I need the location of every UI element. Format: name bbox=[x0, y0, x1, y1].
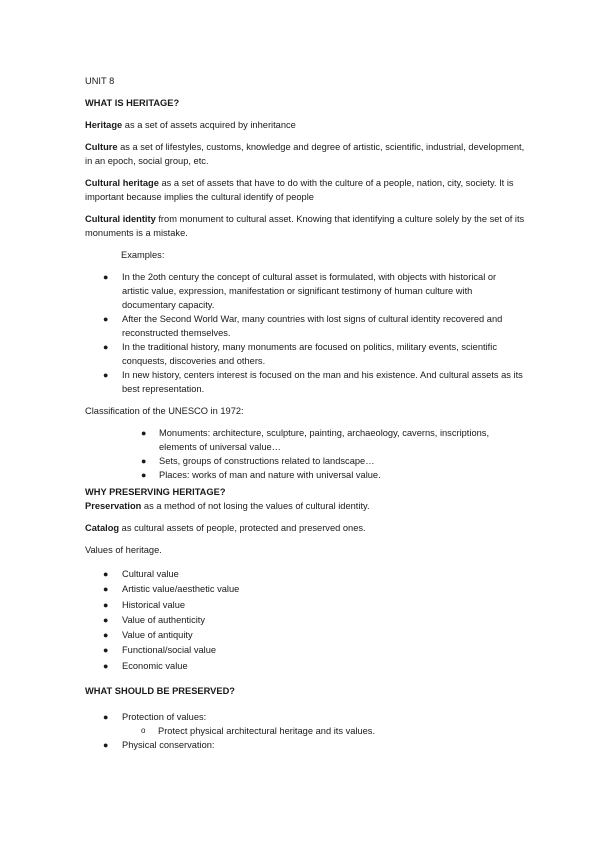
definition-catalog-text: as cultural assets of people, protected and preserved ones. bbox=[119, 523, 366, 533]
definition-preservation bbox=[85, 499, 525, 513]
bullet-icon: ● bbox=[103, 370, 109, 380]
definition-cultural-identity bbox=[85, 212, 525, 240]
list-item: ● Sets, groups of constructions related to landscape… bbox=[141, 456, 375, 466]
list-item: ● Physical conservation: bbox=[103, 740, 215, 751]
definition-cultural-heritage-text: as a set of assets that have to do with the culture of a people, nation, city, society. It is important because implies the cultural identify of people bbox=[85, 178, 514, 202]
bullet-icon: ● bbox=[103, 272, 109, 282]
sub-list-item: o Protect physical architectural heritage and its values. bbox=[141, 726, 376, 737]
bullet-icon: ● bbox=[103, 740, 109, 751]
list-item: ● Places: works of man and nature with universal value. bbox=[141, 470, 381, 480]
term-cultural-identity: Cultural identity bbox=[85, 214, 156, 224]
definition-cultural-identity-text: from monument to cultural asset. Knowing that identifying a culture solely by the set of its monuments is a mistake. bbox=[85, 214, 525, 238]
bullet-icon: ● bbox=[103, 599, 109, 610]
bullet-icon: ● bbox=[103, 645, 109, 656]
document-page bbox=[85, 74, 525, 752]
definition-culture bbox=[85, 140, 525, 168]
bullet-icon: ● bbox=[141, 428, 147, 438]
term-cultural-heritage: Cultural heritage bbox=[85, 178, 159, 188]
definition-heritage-text: as a set of assets acquired by inheritance bbox=[122, 120, 296, 130]
list-item: ● Artistic value/aesthetic value bbox=[103, 584, 240, 595]
list-item: ● In the 2oth century the concept of cultural asset is formulated, with objects with historical or artistic value, expression, manifestation or significant testimony of human culture with documentary capacity. bbox=[103, 272, 497, 310]
circle-bullet-icon: o bbox=[141, 726, 146, 736]
bullet-icon: ● bbox=[103, 712, 109, 723]
bullet-icon: ● bbox=[103, 314, 109, 324]
list-item: ● Value of antiquity bbox=[103, 630, 193, 641]
list-item: ● In new history, centers interest is focused on the man and his existence. And cultural assets as its best representation. bbox=[103, 370, 523, 394]
bullet-icon: ● bbox=[103, 342, 109, 352]
examples-list bbox=[85, 270, 525, 396]
definition-cultural-heritage bbox=[85, 176, 525, 204]
definition-preservation-text: as a method of not losing the values of cultural identity. bbox=[141, 501, 370, 511]
list-item: ● Historical value bbox=[103, 599, 186, 610]
values-list bbox=[85, 567, 525, 674]
list-item: ● Value of authenticity bbox=[103, 614, 206, 625]
list-item: ● After the Second World War, many countries with lost signs of cultural identity recovered and reconstructed themselves. bbox=[103, 314, 503, 338]
definition-culture-text: as a set of lifestyles, customs, knowledge and degree of artistic, scientific, industrial, development, in an epoch, social group, etc. bbox=[85, 142, 525, 166]
term-preservation: Preservation bbox=[85, 501, 142, 511]
list-item: ● Monuments: architecture, sculpture, painting, archaeology, caverns, inscriptions, elements of universal value… bbox=[141, 428, 490, 452]
list-item: ● In the traditional history, many monuments are focused on politics, military events, scientific conquests, discoveries and others. bbox=[103, 342, 497, 366]
unesco-list bbox=[85, 426, 525, 482]
bullet-icon: ● bbox=[103, 630, 109, 641]
examples-label: Examples: bbox=[121, 250, 165, 260]
bullet-icon: ● bbox=[103, 569, 109, 579]
term-culture: Culture bbox=[85, 142, 118, 152]
unit-title: UNIT 8 bbox=[85, 76, 115, 86]
term-catalog: Catalog bbox=[85, 523, 120, 533]
preserve-list bbox=[85, 710, 525, 752]
heading-what-should-be-preserved: WHAT SHOULD BE PRESERVED? bbox=[85, 686, 235, 697]
heading-why-preserving: WHY PRESERVING HERITAGE? bbox=[85, 487, 226, 497]
term-heritage: Heritage bbox=[85, 120, 123, 130]
list-item: ● Cultural value bbox=[103, 569, 179, 579]
bullet-icon: ● bbox=[141, 456, 147, 466]
list-item: ● Economic value bbox=[103, 660, 188, 671]
bullet-icon: ● bbox=[103, 614, 109, 625]
list-item: ● Functional/social value bbox=[103, 645, 217, 656]
values-label: Values of heritage. bbox=[85, 545, 162, 555]
bullet-icon: ● bbox=[103, 584, 109, 595]
definition-heritage bbox=[85, 118, 525, 132]
unesco-label: Classification of the UNESCO in 1972: bbox=[85, 406, 244, 416]
bullet-icon: ● bbox=[103, 660, 109, 671]
heading-what-is-heritage: WHAT IS HERITAGE? bbox=[85, 98, 180, 108]
bullet-icon: ● bbox=[141, 470, 147, 480]
list-item: ● Protection of values: bbox=[103, 712, 207, 723]
definition-catalog bbox=[85, 521, 525, 535]
